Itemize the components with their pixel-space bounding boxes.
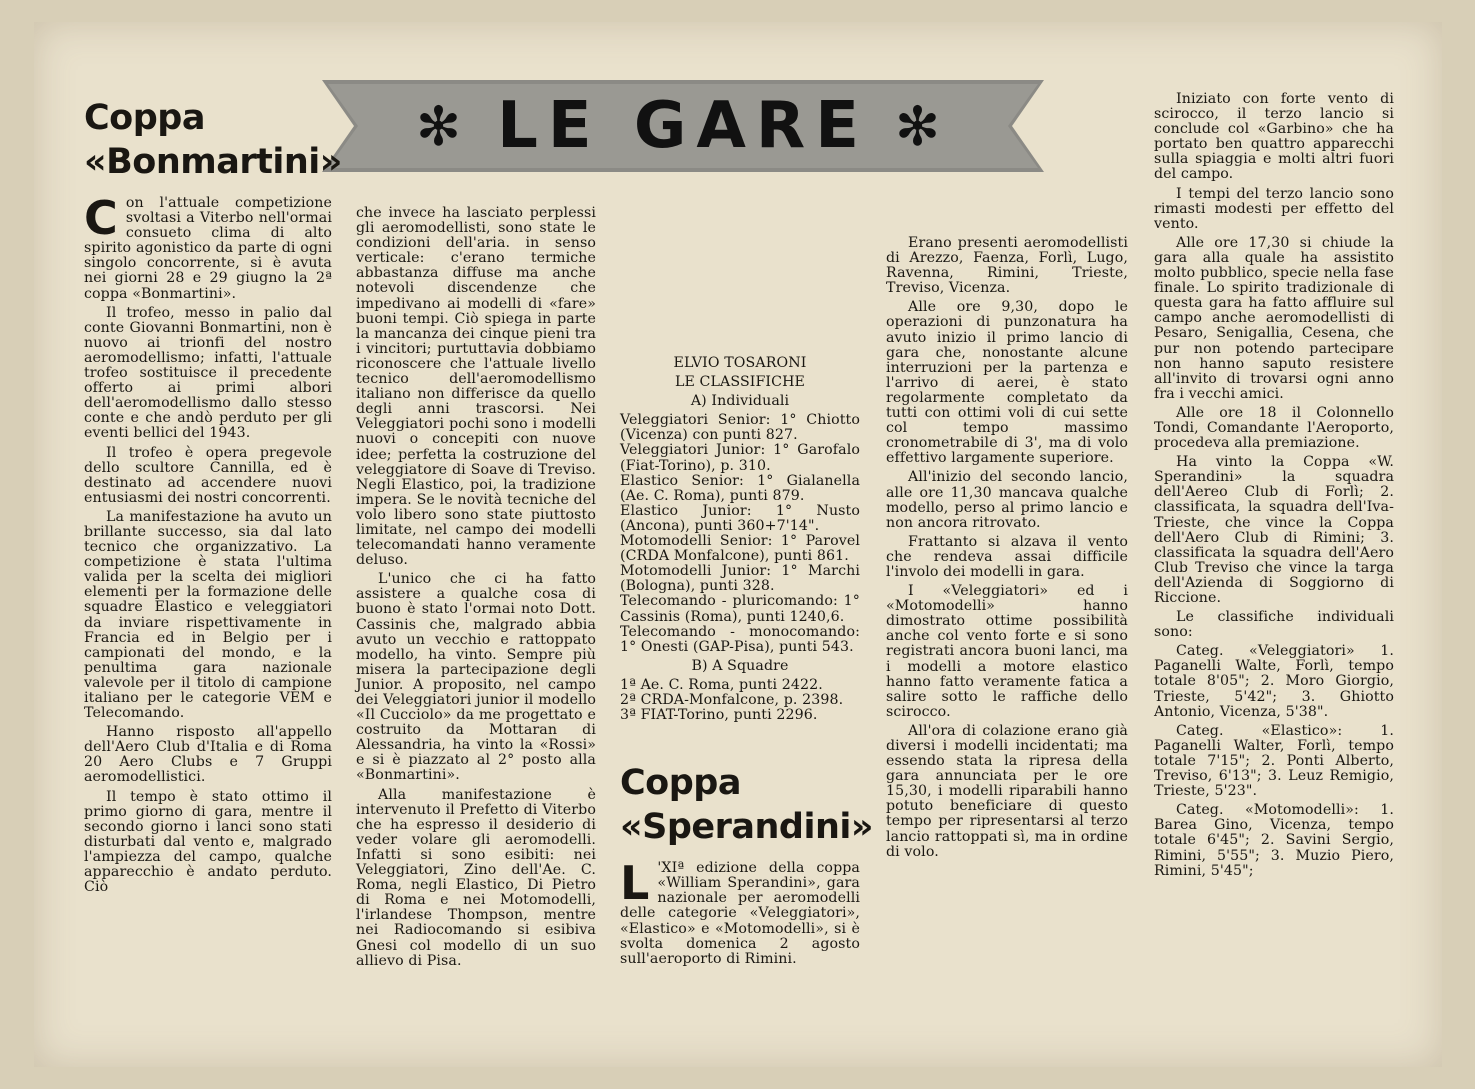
article2-title <box>620 761 873 849</box>
article2-paragraph <box>620 856 860 967</box>
result-line: 3ª FIAT-Torino, punti 2296. <box>620 707 818 724</box>
article1-p6: Il tempo è stato ottimo il primo giorno di gara, mentre il secondo giorno i lanci sono stati disturbati dal vento e, malgrado l'ampiezza del campo, qualche apparecchio è andato perduto. Ciò <box>84 788 332 896</box>
result-line: Elastico Senior: 1° Gialanella (Ae. C. Roma), punti 879. <box>620 472 860 504</box>
article1-p5: Hanno risposto all'appello dell'Aero Club d'Italia e di Roma 20 Aero Clubs e 7 Gruppi aeromodellistici. <box>84 724 332 786</box>
column-2 <box>356 206 596 973</box>
article2-p14: Categ. «Veleggiatori» 1. Paganelli Walte, Forlì, tempo totale 8'05"; 2. Moro Giorgio, Trieste, 5'42"; 3. Ghiotto Antonio, Vicenza, 5'38". <box>1154 643 1394 720</box>
article2-title-line1: Coppa <box>620 763 741 804</box>
banner-title: LE GARE <box>497 89 869 163</box>
article1-paragraph <box>84 191 332 302</box>
result-line: Telecomando - monocomando: 1° Onesti (GAP-Pisa), punti 543. <box>620 623 860 655</box>
column-3 <box>620 206 873 971</box>
article2-p13: Le classifiche individuali sono: <box>1154 609 1394 641</box>
classifiche-b-heading: B) A Squadre <box>691 657 789 674</box>
article2-p16: Categ. «Motomodelli»: 1. Barea Gino, Vicenza, tempo totale 6'45"; 2. Savini Sergio, Rimini, 5'55"; 3. Muzio Piero, Rimini, 5'45"; <box>1154 802 1394 879</box>
results-a-list <box>620 413 860 655</box>
dropcap: C <box>84 191 118 245</box>
classifiche-heading: LE CLASSIFICHE <box>674 374 806 391</box>
article2-p8: Iniziato con forte vento di scirocco, il terzo lancio si conclude col «Garbino» che ha portato ben quattro apparecchi sulla spiaggia e molti altri fuori del campo. <box>1154 91 1394 183</box>
result-line: 1ª Ae. C. Roma, punti 2422. <box>620 676 823 693</box>
result-line: Veleggiatori Junior: 1° Garofalo (Fiat-Torino), p. 310. <box>620 442 860 474</box>
column-4 <box>886 206 1128 864</box>
article1-p1: on l'attuale competizione svoltasi a Viterbo nell'ormai consueto clima di alto spirito agonistico da parte di ogni singolo concorrente, si è avuta nei giorni 28 e 29 giugno la 2ª coppa «Bonmartini». <box>84 195 332 302</box>
result-line: Telecomando - pluricomando: 1° Cassinis (Roma), punti 1240,6. <box>620 593 860 625</box>
article2-p4: All'inizio del secondo lancio, alle ore 11,30 mancava qualche modello, perso al primo lancio e non ancora ritrovato. <box>886 469 1128 531</box>
result-line: Elastico Junior: 1° Nusto (Ancona), punti 360+7'14". <box>620 502 860 534</box>
article2-p10: Alle ore 17,30 si chiude la gara alla quale ha assistito molto pubblico, specie nella fase finale. Lo spirito tradizionale di questa gara ha fatto affluire sul campo anche aeromodellisti di Pesaro, Senigallia, Cesena, che pur non potendo partecipare non hanno saputo resistere all'invito di trovarsi ogni anno fra i vecchi amici. <box>1154 234 1394 402</box>
byline: ELVIO TOSARONI <box>673 355 807 371</box>
article2-title-line2: «Sperandini» <box>620 807 873 848</box>
article2-p6: I «Veleggiatori» ed i «Motomodelli» hanno dimostrato ottime possibilità anche col vento forte e si sono registrati ancora buoni lanci, ma i modelli a motore elastico hanno fatto veramente fatica a salire sotto le raffiche dello scirocco. <box>886 583 1128 720</box>
article1-p9: Alla manifestazione è intervenuto il Prefetto di Viterbo che ha espresso il desiderio di veder volare gli aeromodelli. Infatti si sono esibiti: nei Veleggiatori, Zino dell'Ae. C. Roma, negli Elastico, Di Pietro di Roma e nei Motomodelli, l'irlandese Thompson, mentre nei Radiocomando si esibiva Gnesi col modello di un suo allievo di Pisa. <box>356 786 596 969</box>
article2-p15: Categ. «Elastico»: 1. Paganelli Walter, Forlì, tempo totale 7'15"; 2. Ponti Alberto, Treviso, 6'13"; 3. Leuz Remigio, Trieste, 5'23". <box>1154 722 1394 800</box>
column-5 <box>1154 92 1394 883</box>
article1-p4: La manifestazione ha avuto un brillante successo, sia dal lato tecnico che organizzativo. La competizione è stata l'ultima valida per la scelta dei migliori elementi per la formazione delle squadre Elastico e veleggiatori da inviare rispettivamente in Francia ed in Belgio per i campionati del mondo, e la penultima gara nazionale valevole per il titolo di campione italiano per le categorie VEM e Telecomando. <box>84 508 332 722</box>
dropcap: L <box>620 856 650 911</box>
article1-title-line2: «Bonmartini» <box>84 142 342 182</box>
classifiche-a-heading: A) Individuali <box>690 393 790 410</box>
result-line: Motomodelli Senior: 1° Parovel (CRDA Monfalcone), punti 861. <box>620 533 860 565</box>
article1-title-line1: Coppa <box>84 98 205 138</box>
article2-p12: Ha vinto la Coppa «W. Sperandini» la squadra dell'Aereo Club di Forlì; 2. classificata, la squadra dell'Iva-Trieste, che vince la Coppa dell'Aero Club di Rimini; 3. classificata la squadra dell'Aero Club Treviso che vince la targa dell'Azienda di Soggiorno di Riccione. <box>1154 454 1394 606</box>
column-1 <box>84 96 342 899</box>
article2-p2: Erano presenti aeromodellisti di Arezzo, Faenza, Forlì, Lugo, Ravenna, Rimini, Trieste, Treviso, Vicenza. <box>886 235 1128 297</box>
article1-title <box>84 96 342 184</box>
article1-p7: che invece ha lasciato perplessi gli aeromodellisti, sono state le condizioni dell'aria. in senso verticale: c'erano termiche abbastanza diffuse ma anche notevoli discendenze che impedivano ai modelli di «fare» buoni tempi. Ciò spiega in parte la mancanza dei cinque pieni tra i vincitori; purtuttavia dobbiamo riconoscere che l'attuale livello tecnico dell'aeromodellismo italiano non differisce da quello degli anni trascorsi. Nei Veleggiatori pochi sono i modelli nuovi o concepiti con nuove idee; perfetta la costruzione del veleggiatore di Soave di Treviso. Negli Elastico, poi, la tradizione impera. Se le novità tecniche del volo libero sono state piuttosto limitate, nel campo dei modelli telecomandati hanno veramente deluso. <box>356 205 596 569</box>
article1-p2: Il trofeo, messo in palio dal conte Giovanni Bonmartini, non è nuovo ai trionfi del nostro aeromodellismo; infatti, l'attuale trofeo sostituisce il precedente offerto ai primi albori dell'aeromodellismo dallo stesso conte e che andò perduto per gli eventi bellici del 1943. <box>84 304 332 442</box>
article1-p3: Il trofeo è opera pregevole dello scultore Cannilla, ed è destinato ad accendere nuovi entusiasmi dei nostri concorrenti. <box>84 444 332 506</box>
article2-p1: 'XIª edizione della coppa «William Sperandini», gara nazionale per aeromodelli delle categorie «Veleggiatori», «Elastico» e «Motomodelli», si è svolta domenica 2 agosto sull'aeroporto di Rimini. <box>620 860 860 967</box>
result-line: Veleggiatori Senior: 1° Chiotto (Vicenza) con punti 827. <box>620 412 860 444</box>
article2-p9: I tempi del terzo lancio sono rimasti modesti per effetto del vento. <box>1154 185 1394 232</box>
result-line: 2ª CRDA-Monfalcone, p. 2398. <box>620 691 844 708</box>
asterisk-left-icon: ✻ <box>415 94 472 158</box>
result-line: Motomodelli Junior: 1° Marchi (Bologna), punti 328. <box>620 563 860 595</box>
article2-p7: All'ora di colazione erano già diversi i modelli incidentati; ma essendo stata la ripresa della gara annunciata per le ore 15,30, i modelli riparabili hanno potuto beneficiare di questo tempo per ripresentarsi al terzo lancio rattoppati sì, ma in ordine di volo. <box>886 722 1128 860</box>
results-b-list <box>620 678 860 723</box>
article2-p11: Alle ore 18 il Colonnello Tondi, Comandante l'Aeroporto, procedeva alla premiazione. <box>1154 404 1394 452</box>
article2-p5: Frattanto si alzava il vento che rendeva assai difficile l'involo dei modelli in gara. <box>886 533 1128 580</box>
asterisk-right-icon: ✻ <box>894 94 951 158</box>
article2-p3: Alle ore 9,30, dopo le operazioni di punzonatura ha avuto inizio il primo lancio di gara che, nonostante alcune interruzioni per la partenza e l'arrivo di aerei, è stato regolarmente completato da tutti con ottimi voli di cui sette col tempo massimo cronometrabile di 3', ma di volo effettivo largamente superiore. <box>886 299 1128 467</box>
article1-p8: L'unico che ci ha fatto assistere a qualche cosa di buono è stato l'ormai noto Dott. Cassinis che, malgrado abbia avuto un vecchio e rattoppato modello, ha vinto. Sempre più misera la partecipazione degli Junior. A proposito, nel campo dei Veleggiatori junior il modello «Il Cucciolo» da me progettato e costruito da Mottaran di Alessandria, ha vinto la «Rossi» e si è piazzato al 2° posto alla «Bonmartini». <box>356 571 596 784</box>
section-banner <box>322 72 1044 180</box>
